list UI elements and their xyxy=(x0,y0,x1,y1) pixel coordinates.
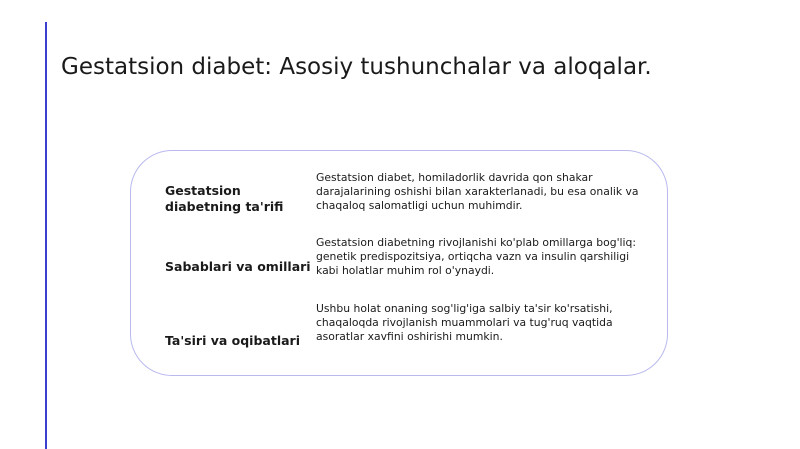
row-label-causes: Sabablari va omillari xyxy=(165,259,311,274)
row-text-definition: Gestatsion diabet, homiladorlik davrida qon shakar darajalarining oshishi bilan xarakterlanadi, bu esa onalik va chaqaloq salomatligi uchun muhimdir. xyxy=(316,171,639,212)
row-label-effects: Ta'siri va oqibatlari xyxy=(165,333,300,348)
accent-bar xyxy=(45,22,47,449)
row-text-causes: Gestatsion diabetning rivojlanishi ko'plab omillarga bog'liq: genetik predispozitsiya, ortiqcha vazn va insulin qarshiligi kabi holatlar muhim rol o'ynaydi. xyxy=(316,236,637,277)
row-text-effects: Ushbu holat onaning sog'lig'iga salbiy ta'sir ko'rsatishi, chaqaloqda rivojlanish muammolari va tug'ruq vaqtida asoratlar xavfini oshirishi mumkin. xyxy=(316,302,613,343)
page-title: Gestatsion diabet: Asosiy tushunchalar va aloqalar. xyxy=(61,54,652,80)
row-label-definition: Gestatsion diabetning ta'rifi xyxy=(165,183,284,214)
